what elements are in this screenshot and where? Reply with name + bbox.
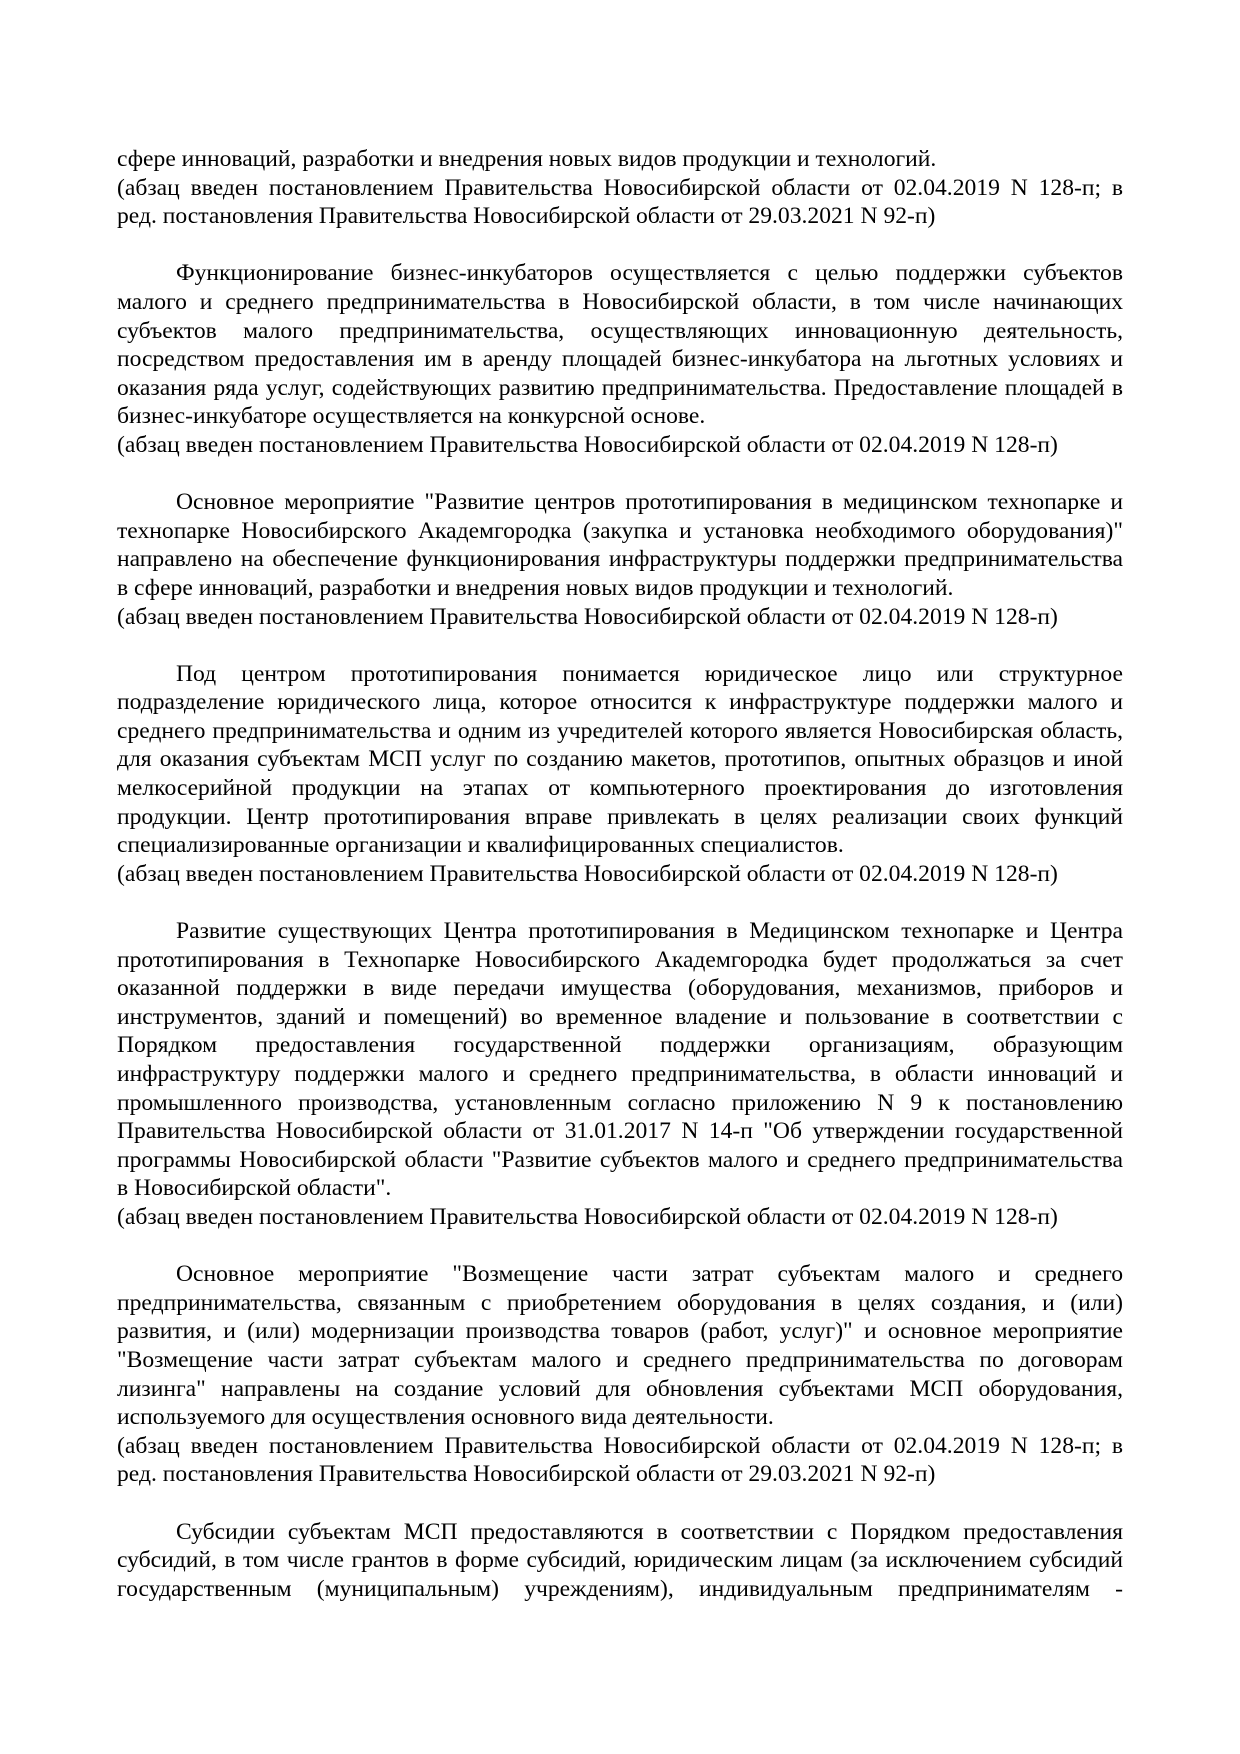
paragraph [117,1518,1123,1604]
paragraph [117,259,1123,431]
paragraph [117,660,1123,860]
paragraph [117,488,1123,602]
text-line: специализированные организации и квалифицированных специалистов. [117,832,844,859]
text-line: Правительства Новосибирской области от 31.01.2017 N 14-п "Об утверждении государственной [117,1118,1123,1145]
text-line: лизинга" направлены на создание условий для обновления субъектами МСП оборудования, [117,1375,1123,1402]
text-line: используемого для осуществления основного вида деятельности. [117,1404,774,1431]
text-line: инструментов, зданий и помещений) во временное владение и пользование в соответствии с [117,1003,1123,1030]
paragraph [117,917,1123,1203]
text-line: мелкосерийной продукции на этапах от компьютерного проектирования до изготовления [117,775,1123,802]
text-line: Функционирование бизнес-инкубаторов осуществляется с целью поддержки субъектов [176,260,1123,287]
text-line: в Новосибирской области". [117,1175,392,1202]
amendment-note [117,1203,1123,1232]
text-line: инфраструктуру поддержки малого и среднего предпринимательства, в области инноваций и [117,1061,1123,1087]
text-line: ред. постановления Правительства Новосибирской области от 29.03.2021 N 92-п) [117,1461,936,1488]
text-line: государственным (муниципальным) учреждениям), индивидуальным предпринимателям - [117,1575,1123,1602]
text-line: развития, и (или) модернизации производства товаров (работ, услуг)" и основное мероприятие [117,1318,1123,1345]
text-line: оказания ряда услуг, содействующих развитию предпринимательства. Предоставление площадей в [117,374,1123,401]
text-line: Субсидии субъектам МСП предоставляются в соответствии с Порядком предоставления [176,1518,1123,1545]
text-line: технопарке Новосибирского Академгородка (закупка и установка необходимого оборудования)" [117,517,1123,544]
text-line: программы Новосибирской области "Развитие субъектов малого и среднего предпринимательства [117,1146,1123,1173]
text-line: промышленного производства, установленным согласно приложению N 9 к постановлению [117,1089,1123,1116]
text-line: (абзац введен постановлением Правительства Новосибирской области от 02.04.2019 N 128-п) [117,860,1058,887]
text-line: подразделение юридического лица, которое относится к инфраструктуре поддержки малого и [117,689,1123,716]
amendment-note [117,1432,1123,1489]
paragraph [117,145,1123,174]
text-line: прототипирования в Технопарке Новосибирского Академгородка будет продолжаться за счет [117,946,1123,973]
text-line: (абзац введен постановлением Правительства Новосибирской области от 02.04.2019 N 128-п) [117,1203,1058,1230]
amendment-note [117,431,1123,460]
text-line: Основное мероприятие "Развитие центров прототипирования в медицинском технопарке и [176,489,1123,516]
text-line: Развитие существующих Центра прототипирования в Медицинском технопарке и Центра [176,918,1123,945]
text-line: Основное мероприятие "Возмещение части затрат субъектам малого и среднего [176,1261,1123,1288]
text-line: посредством предоставления им в аренду площадей бизнес-инкубатора на льготных условиях и [117,346,1123,373]
text-line: (абзац введен постановлением Правительства Новосибирской области от 02.04.2019 N 128-п) [117,431,1058,458]
text-line: предпринимательства, связанным с приобретением оборудования в целях создания, и (или) [117,1289,1123,1316]
paragraph [117,1260,1123,1432]
text-line: ред. постановления Правительства Новосибирской области от 29.03.2021 N 92-п) [117,203,936,230]
text-line: Порядком предоставления государственной поддержки организациям, образующим [117,1032,1123,1059]
text-line: (абзац введен постановлением Правительства Новосибирской области от 02.04.2019 N 128-п) [117,603,1058,630]
text-line: продукции. Центр прототипирования вправе привлекать в целях реализации своих функций [117,803,1123,830]
amendment-note [117,860,1123,889]
document-page [117,145,1123,1603]
text-line: (абзац введен постановлением Правительства Новосибирской области от 02.04.2019 N 128-п; в [117,174,1123,201]
amendment-note [117,603,1123,632]
text-line: субсидий, в том числе грантов в форме субсидий, юридическим лицам (за исключением субсидий [117,1547,1123,1574]
text-line: сфере инноваций, разработки и внедрения новых видов продукции и технологий. [117,146,937,172]
text-line: субъектов малого предпринимательства, осуществляющих инновационную деятельность, [117,317,1123,344]
amendment-note [117,174,1123,231]
text-line: малого и среднего предпринимательства в Новосибирской области, в том числе начинающих [117,288,1123,315]
text-line: для оказания субъектам МСП услуг по созданию макетов, прототипов, опытных образцов и иной [117,746,1123,773]
text-line: в сфере инноваций, разработки и внедрения новых видов продукции и технологий. [117,574,954,601]
text-line: направлено на обеспечение функционирования инфраструктуры поддержки предпринимательства [117,546,1123,573]
text-line: Под центром прототипирования понимается юридическое лицо или структурное [176,660,1123,687]
text-line: оказанной поддержки в виде передачи имущества (оборудования, механизмов, приборов и [117,975,1123,1002]
text-line: среднего предпринимательства и одним из учредителей которого является Новосибирская область, [117,717,1123,744]
text-line: "Возмещение части затрат субъектам малого и среднего предпринимательства по договорам [117,1346,1123,1373]
text-line: (абзац введен постановлением Правительства Новосибирской области от 02.04.2019 N 128-п; в [117,1432,1123,1459]
text-line: бизнес-инкубаторе осуществляется на конкурсной основе. [117,403,706,430]
